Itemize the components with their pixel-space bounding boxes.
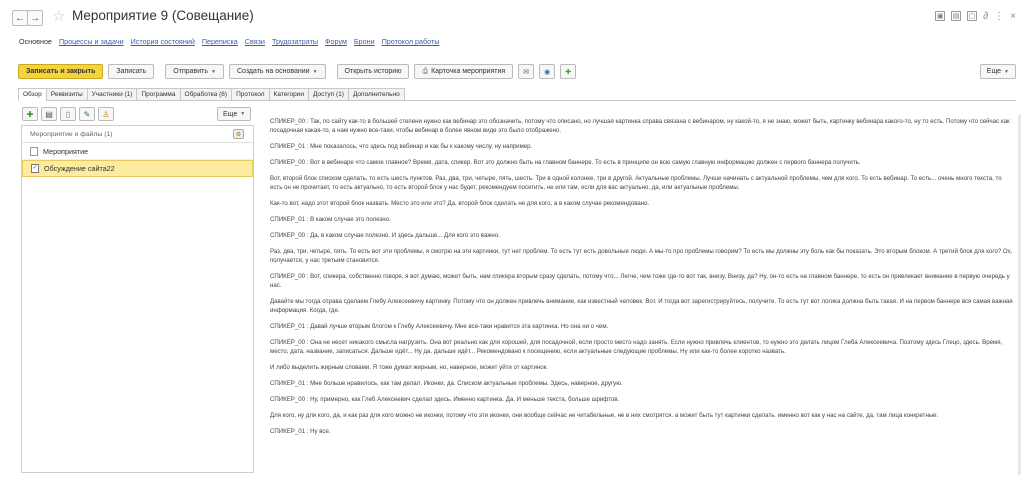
arrow-left-icon: ← bbox=[15, 12, 25, 24]
transcript-scrollbar[interactable] bbox=[1018, 115, 1021, 475]
list-item-selected[interactable] bbox=[22, 160, 253, 177]
settings-icon[interactable]: ⚙ bbox=[233, 129, 244, 139]
transcript-line: СПИКЕР_01 : Ну все. bbox=[270, 428, 331, 435]
chevron-down-icon: ▼ bbox=[211, 68, 216, 75]
add-icon: ✚ bbox=[26, 109, 34, 119]
more-vertical-icon[interactable]: ⋮ bbox=[994, 10, 1005, 22]
transcript-panel bbox=[270, 117, 1015, 485]
back-button[interactable] bbox=[12, 10, 28, 26]
chevron-down-icon: ▼ bbox=[312, 68, 318, 75]
close-icon[interactable]: × bbox=[1010, 10, 1016, 22]
document-icon: ▯ bbox=[65, 109, 71, 119]
files-more-button[interactable] bbox=[217, 107, 251, 121]
edit-icon: ✎ bbox=[83, 109, 91, 119]
copy-icon[interactable]: ▢ bbox=[968, 13, 976, 20]
files-toolbar bbox=[22, 107, 114, 121]
tab-requisites[interactable]: Реквизиты bbox=[46, 88, 88, 101]
document-icon bbox=[30, 147, 38, 156]
scanner-icon: ▤ bbox=[45, 109, 53, 119]
tab-categories[interactable]: Категории bbox=[269, 88, 310, 101]
edit-file-button[interactable] bbox=[79, 107, 95, 121]
form-tabs bbox=[18, 88, 404, 101]
printer-icon: ⎙ bbox=[422, 67, 429, 75]
send-label: Отправить bbox=[173, 68, 209, 75]
tab-participants[interactable]: Участники (1) bbox=[87, 88, 138, 101]
refresh-button[interactable] bbox=[560, 64, 576, 79]
save-close-button[interactable] bbox=[18, 64, 103, 79]
tab-overview[interactable]: Обзор bbox=[18, 88, 47, 101]
forward-button[interactable] bbox=[27, 10, 43, 26]
transcript-line: СПИКЕР_00 : Вот в вебинаре что самое главное? Время, дата, спикер. Вот это должно быть на главном баннере. То есть в принципе он всю самую главную информацию должен с первого баннера получить. bbox=[270, 159, 861, 166]
link-labor[interactable]: Трудозатраты bbox=[271, 37, 319, 46]
add-file-button[interactable] bbox=[22, 107, 38, 121]
refresh-icon: ✚ bbox=[565, 68, 572, 76]
link-correspondence[interactable]: Переписка bbox=[201, 37, 238, 46]
window-titlebar bbox=[0, 0, 1024, 30]
create-based-label: Создать на основании bbox=[236, 68, 310, 75]
link-work-log[interactable]: Протокол работы bbox=[381, 37, 440, 46]
transcript-line: Раз, два, три, четыре, пять. То есть вот эти проблемы, я смотрю на эти картинки, тут нет проблем. То есть тут есть довольные люди. А мы-то про проблемы говорим? То есть мы должны эту боль как бы показать. Это вторым блоком. А третий блок для кого? Ох, получается, у нас третьим становится. bbox=[270, 248, 1013, 264]
chevron-down-icon: ▼ bbox=[1004, 68, 1009, 75]
transcript-line: СПИКЕР_01 : Мне показалось, что здесь под вебинар и как бы к какому числу, ну например. bbox=[270, 143, 533, 150]
toolbar-more-label: Еще bbox=[986, 68, 1002, 75]
link-forum[interactable]: Форум bbox=[325, 37, 347, 46]
transcript-line: Как-то вот, надо этот второй блок назвать. Место это или это? Да, второй блок сделать не для кого, а в каком случае рекомендовано. bbox=[270, 200, 650, 207]
tab-processing[interactable]: Обработка (6) bbox=[180, 88, 233, 101]
create-based-button[interactable] bbox=[229, 64, 326, 79]
transcript-line: СПИКЕР_01 : Давай лучше вторым блогом к Глебу Алексеевичу. Мне все-таки нравится эта картинка. Но она ни о чем. bbox=[270, 323, 609, 330]
attach-button[interactable] bbox=[98, 107, 114, 121]
comment-icon: ✉ bbox=[523, 68, 530, 76]
tab-access[interactable]: Доступ (1) bbox=[308, 88, 349, 101]
save-button[interactable] bbox=[108, 64, 154, 79]
comment-button[interactable] bbox=[518, 64, 534, 79]
command-bar bbox=[18, 64, 576, 79]
info-icon: ◉ bbox=[544, 68, 551, 76]
save-close-label: Записать и закрыть bbox=[26, 68, 96, 75]
event-card-label: Карточка мероприятия bbox=[431, 68, 506, 75]
list-item[interactable] bbox=[22, 143, 253, 160]
arrow-right-icon: → bbox=[30, 12, 40, 24]
link-processes[interactable]: Процессы и задачи bbox=[58, 37, 124, 46]
link-relations[interactable]: Связи bbox=[244, 37, 265, 46]
window-tools bbox=[935, 11, 1016, 21]
help-button[interactable] bbox=[539, 64, 555, 79]
transcript-line: СПИКЕР_00 : Вот, спикера, собственно говоря, я вот думаю, может быть, нам спикера вторым сразу сделать, потому что... Легче, чем тоже где-то вот так, внизу. Внизу, да? Ну, он-то есть на главном баннере, то есть он привлекает внимание в первую очередь у нас. bbox=[270, 273, 1010, 289]
transcript-line: СПИКЕР_00 : Она не несет никакого смысла нагрузить. Она вот реально как для хорошей, для посадочной, если просто место надо занять. Если нужно привлечь клиентов, то нужно это делать лицом Глеба Алексеевича. Поэтому здесь Глецо, здесь. Время, место, дата, название, записаться. Дальше идёт... Ну да. дальше идёт... Рекомендовано к посещению, если актуальные следующие проблемы. Ну или как-то более коротко назвать. bbox=[270, 339, 1003, 355]
window-title: Мероприятие 9 (Совещание) bbox=[72, 8, 254, 23]
history-nav bbox=[12, 10, 43, 26]
tab-protocol[interactable]: Протокол bbox=[231, 88, 269, 101]
open-history-button[interactable] bbox=[337, 64, 410, 79]
transcript-line: Вот, второй блок списком сделать, то есть шесть пунктов. Раз, два, три, четыре, пять, шесть. Три в одной колонке, три в другой. Актуальные проблемы. Лучше начинать с актуальной проблемы, чем для кого. То есть вебинар. То есть... очень много текста, то есть он не прочитает, то есть актуально, то есть второй блок у нас будет, рекомендуем посетить, не или там, если для вас актуально, да, или актуальные проблемы. bbox=[270, 175, 1002, 191]
clip-icon: ♙ bbox=[102, 109, 110, 119]
transcript-line: СПИКЕР_00 : Так, по сайту как-то в большей степени нужно как вебинар это обозначить, потому что описано, но лучшая картинка справа связана с вебинаром, ну какой-то, я не знаю, может быть, картинку вебинара какого-то, ну то есть. Потому что сейчас как посадочная какая-то, а нам нужно все-таки, чтобы вебинар в более явном виде это было отображено. bbox=[270, 118, 1010, 134]
toolbar-more-button[interactable] bbox=[980, 64, 1016, 79]
save-icon[interactable]: ▣ bbox=[936, 13, 944, 20]
star-icon[interactable]: ☆ bbox=[52, 8, 66, 25]
save-label: Записать bbox=[116, 68, 147, 75]
transcript-line: И либо выделить жирным словами. Я тоже думал жирным, но, наверное, может уйти от картинок. bbox=[270, 364, 548, 371]
transcript-line: СПИКЕР_00 : Да, в каком случае полезно. И здесь дальше... Для кого это важно. bbox=[270, 232, 500, 239]
files-panel bbox=[21, 125, 254, 473]
files-header bbox=[22, 126, 253, 143]
link-bookings[interactable]: Брони bbox=[353, 37, 375, 46]
tab-additional[interactable]: Дополнительно bbox=[348, 88, 405, 101]
scan-button[interactable] bbox=[41, 107, 57, 121]
link-icon[interactable]: ∂ bbox=[983, 10, 989, 22]
tab-program[interactable]: Программа bbox=[136, 88, 180, 101]
files-header-label: Мероприятие и файлы (1) bbox=[30, 130, 113, 138]
link-main[interactable]: Основное bbox=[19, 37, 52, 46]
transcript-line: СПИКЕР_01 : Мне больше нравилось, как там делал. Иконки, да. Списком актуальные проблемы. Здесь, наверное, другую. bbox=[270, 380, 623, 387]
transcript-line: Для кого, ну для кого, да, и как раз для кого можно не иконки, потому что эти иконки, они вообще сейчас не читабельные, не в них смотрятся. а может быть тут картинки сделать. именно вот как у нас на сайте, да, там лица конкретные. bbox=[270, 412, 939, 419]
transcript-line: СПИКЕР_01 : В каком случае это полезно. bbox=[270, 216, 391, 223]
transcript-line: Давайте мы тогда справа сделаем Глебу Алексеевичу картинку. Потому что он должен привлечь внимание, как известный человек. Вот. И тогда вот зарегистрируйтесь, получите. То есть тут вот логика должна быть такая. И на первом баннере вся самая важная информация. Когда, где. bbox=[270, 298, 1013, 314]
list-item-label: Мероприятие bbox=[43, 146, 89, 156]
section-links bbox=[19, 37, 439, 46]
event-card-button[interactable] bbox=[414, 64, 513, 79]
link-state-history[interactable]: История состояний bbox=[130, 37, 195, 46]
list-item-label: Обсуждение сайта22 bbox=[44, 164, 115, 173]
files-more-label: Еще bbox=[223, 110, 238, 118]
new-document-button[interactable] bbox=[60, 107, 76, 121]
chevron-down-icon: ▼ bbox=[240, 111, 246, 117]
open-history-label: Открыть историю bbox=[344, 68, 402, 75]
print-icon[interactable]: ▤ bbox=[952, 13, 960, 20]
file-checked-icon: ✓ bbox=[32, 165, 38, 171]
send-button[interactable] bbox=[165, 64, 224, 79]
transcript-line: СПИКЕР_00 : Ну, примерно, как Глеб Алексеевич сделал здесь. Именно картинка. Да. И меньше текста, больше шрифтов. bbox=[270, 396, 620, 403]
